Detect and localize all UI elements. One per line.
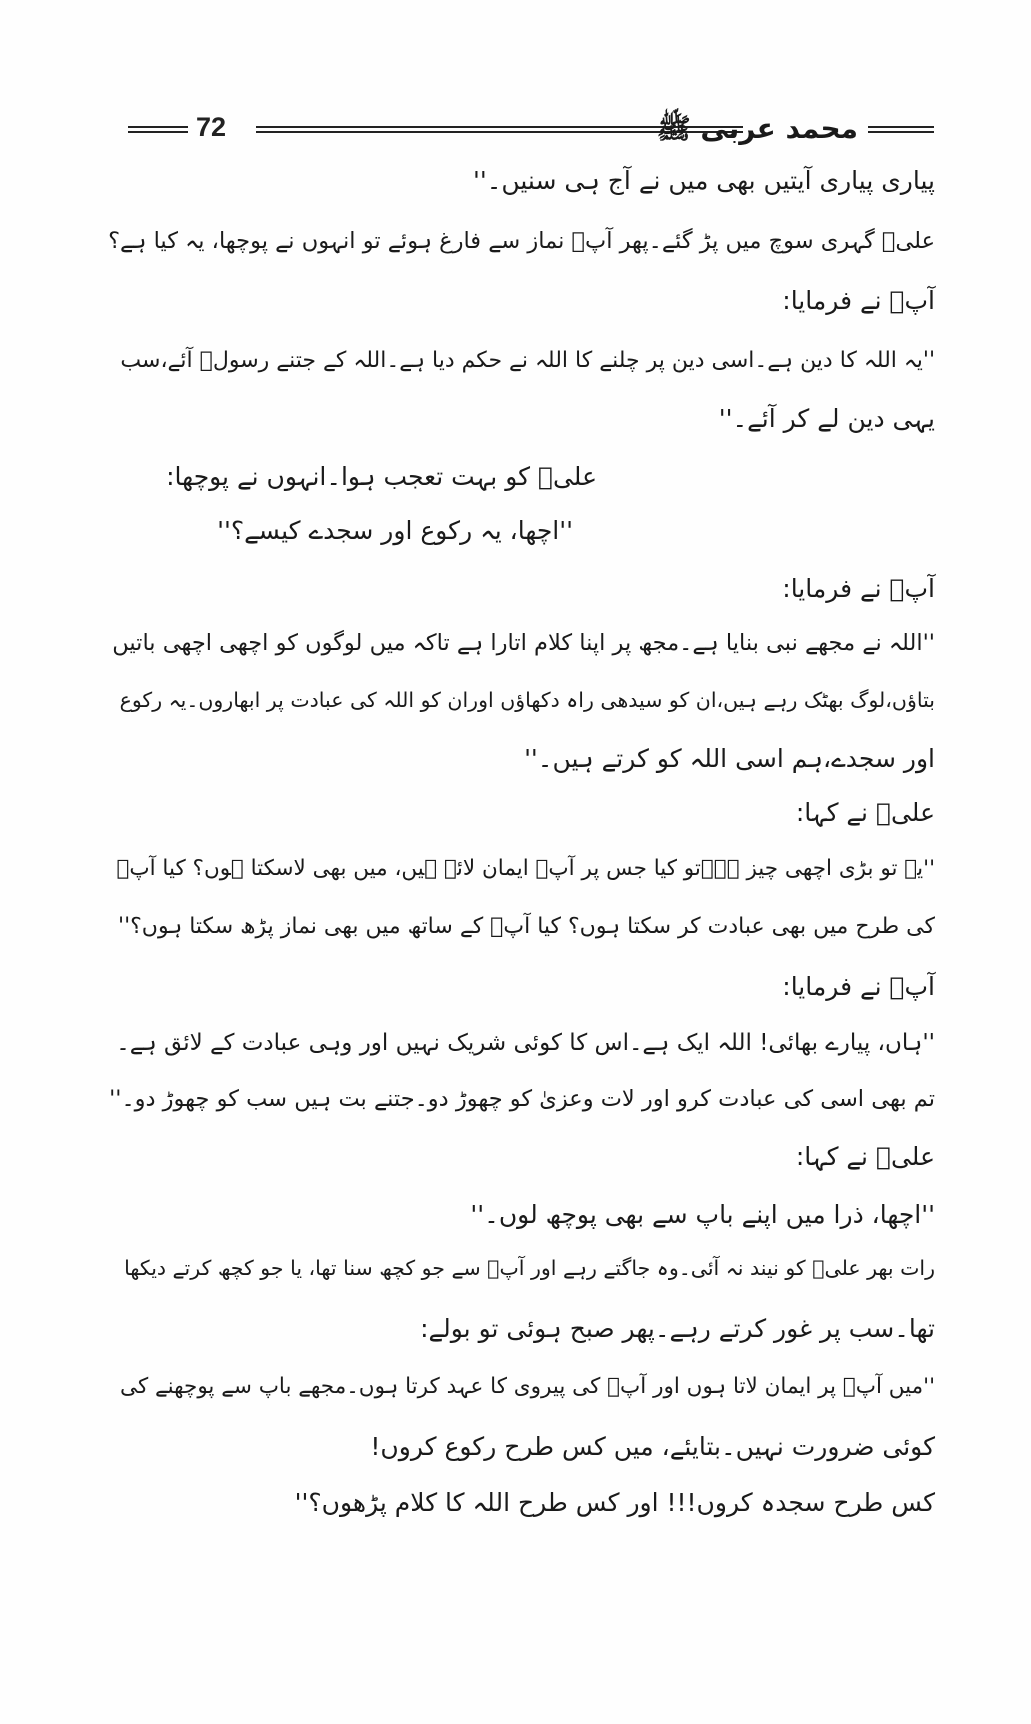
header-rule-right [868, 126, 934, 133]
text-line: ''یہ تو بڑی اچھی چیز ہے۔تو کیا جس پر آپؐ ایمان لائے ہیں، میں بھی لاسکتا ہوں؟ کیا آپؐ [116, 856, 935, 881]
text-line: اور سجدے،ہم اسی اللہ کو کرتے ہیں۔'' [524, 744, 935, 773]
text-line: علیؓ نے کہا: [795, 798, 935, 827]
text-line: پیاری پیاری آیتیں بھی میں نے آج ہی سنیں۔'' [472, 166, 935, 195]
text-line: کوئی ضرورت نہیں۔بتایئے، میں کس طرح رکوع کروں! [370, 1432, 935, 1461]
text-line: رات بھر علیؓ کو نیند نہ آئی۔وہ جاگتے رہے اور آپؐ سے جو کچھ سنا تھا، یا جو کچھ کرتے دیکھا [124, 1256, 935, 1280]
text-line: علیؓ نے کہا: [795, 1142, 935, 1171]
text-line: تم بھی اسی کی عبادت کرو اور لات وعزیٰ کو چھوڑ دو۔جتنے بت ہیں سب کو چھوڑ دو۔'' [109, 1086, 935, 1112]
text-line: ''میں آپؐ پر ایمان لاتا ہوں اور آپؐ کی پیروی کا عہد کرتا ہوں۔مجھے باپ سے پوچھنے کی [120, 1374, 935, 1399]
text-line: تھا۔سب پر غور کرتے رہے۔پھر صبح ہوئی تو بولے: [420, 1314, 935, 1343]
text-line: یہی دین لے کر آئے۔'' [718, 404, 935, 433]
text-line: آپؐ نے فرمایا: [782, 972, 935, 1001]
text-line: کی طرح میں بھی عبادت کر سکتا ہوں؟ کیا آپؐ کے ساتھ میں بھی نماز پڑھ سکتا ہوں؟'' [118, 914, 935, 939]
text-line: کس طرح سجدہ کروں!!! اور کس طرح اللہ کا کلام پڑھوں؟'' [294, 1488, 935, 1517]
text-line: علیؓ گہری سوچ میں پڑ گئے۔پھر آپؐ نماز سے فارغ ہوئے تو انہوں نے پوچھا، یہ کیا ہے؟ [108, 228, 935, 254]
text-line: آپؐ نے فرمایا: [782, 574, 935, 603]
header-rule-left [128, 126, 188, 133]
text-line: ''اچھا، ذرا میں اپنے باپ سے بھی پوچھ لوں۔'' [470, 1200, 935, 1229]
text-line: آپؐ نے فرمایا: [782, 286, 935, 315]
book-title: محمد عربی ﷺ [656, 112, 858, 145]
text-line: ''اللہ نے مجھے نبی بنایا ہے۔مجھ پر اپنا کلام اتارا ہے تاکہ میں لوگوں کو اچھی اچھی باتیں [112, 630, 935, 656]
text-line: بتاؤں،لوگ بھٹک رہے ہیں،ان کو سیدھی راہ دکھاؤں اوران کو اللہ کی عبادت پر ابھاروں۔یہ رکوع [119, 688, 935, 712]
page-header [128, 112, 934, 152]
text-line: علیؓ کو بہت تعجب ہوا۔انہوں نے پوچھا: [166, 462, 597, 491]
text-line: ''اچھا، یہ رکوع اور سجدے کیسے؟'' [217, 516, 573, 545]
text-line: ''یہ اللہ کا دین ہے۔اسی دین پر چلنے کا اللہ نے حکم دیا ہے۔اللہ کے جتنے رسولؑ آئے،سب [120, 348, 935, 373]
text-line: ''ہاں، پیارے بھائی! اللہ ایک ہے۔اس کا کوئی شریک نہیں اور وہی عبادت کے لائق ہے۔ [116, 1030, 935, 1056]
page-number: 72 [196, 112, 227, 142]
